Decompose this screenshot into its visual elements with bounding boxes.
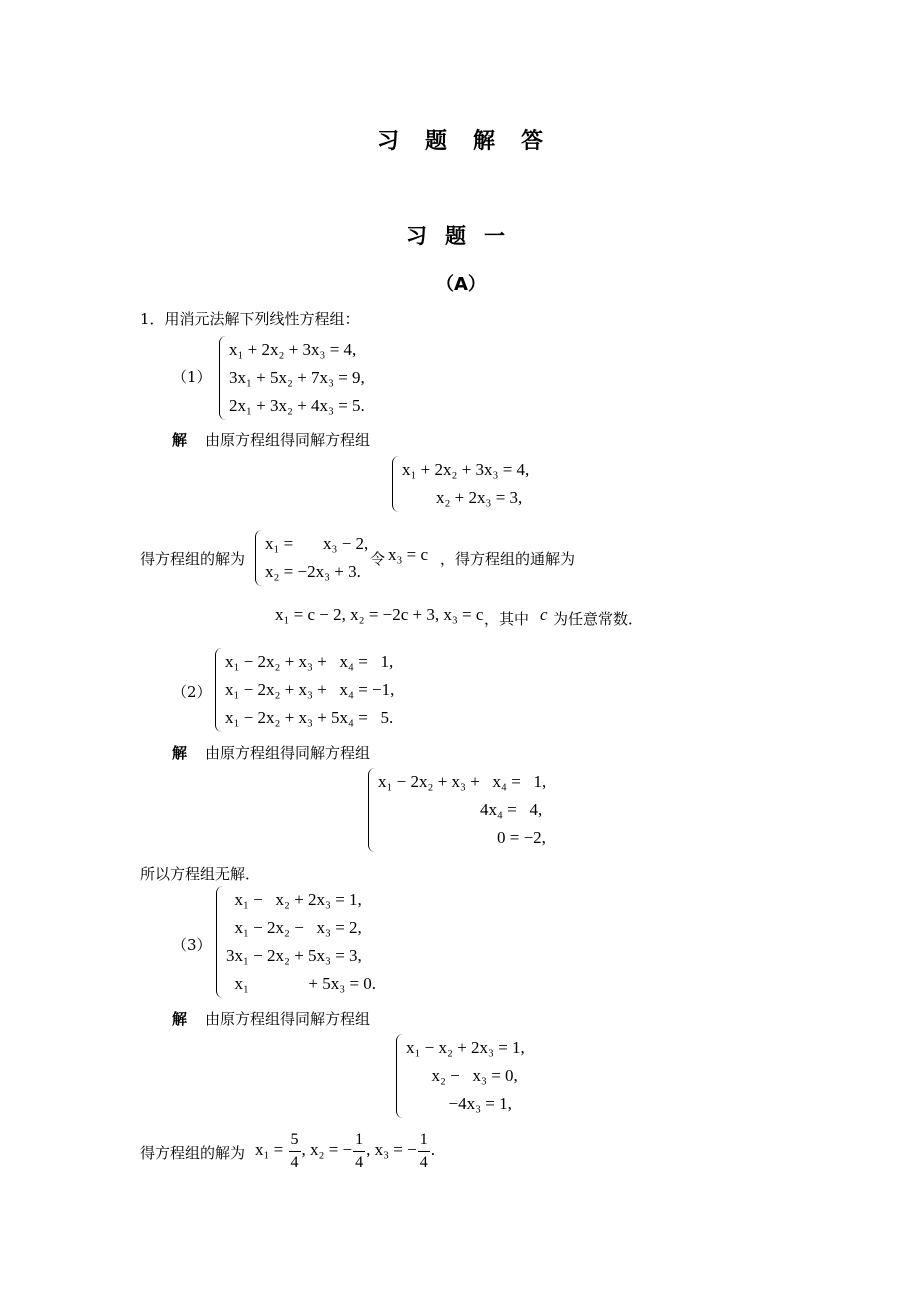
general-text: ，得方程组的通解为: [440, 550, 576, 568]
equation: x₁ − 2x₂ + x₃ + x₄ = 1,: [225, 652, 394, 671]
part-label: （A）: [436, 274, 486, 295]
equation: −4x₃ = 1,: [406, 1094, 512, 1113]
sub1-label: （1）: [172, 368, 212, 386]
denominator: 4: [419, 1153, 428, 1171]
equation: x₁ − 2x₂ + x₃ + x₄ = 1,: [378, 772, 547, 791]
solution-prefix: 得方程组的解为: [140, 1144, 246, 1162]
sub1-system: [219, 336, 389, 420]
sub2-system: [215, 648, 415, 732]
equation: 0 = −2,: [378, 828, 546, 847]
x2-prefix: , x₂ = −: [301, 1140, 353, 1159]
solution-intro: 由原方程组得同解方程组: [205, 431, 371, 449]
sub3-system: [216, 886, 396, 998]
problem-stem: 1．用消元法解下列线性方程组：: [140, 310, 360, 328]
equation: x₁ − 2x₂ + x₃ + 5x₄ = 5.: [225, 708, 394, 727]
constant-description: 为任意常数．: [553, 610, 644, 628]
sub1-reduced-system: [392, 456, 552, 512]
solution-prefix: 得方程组的解为: [140, 550, 246, 568]
equation: x₁ − 2x₂ + x₃ + x₄ = −1,: [225, 680, 395, 699]
left-brace: [396, 1034, 406, 1118]
left-brace: [219, 336, 229, 420]
x1-prefix: x₁ =: [255, 1140, 288, 1159]
end-period: .: [430, 1140, 435, 1159]
left-brace: [216, 886, 226, 998]
denominator: 4: [355, 1153, 364, 1171]
page-title: 习题解答: [377, 129, 570, 154]
conclusion: 所以方程组无解．: [140, 865, 261, 883]
solution-label: 解: [172, 744, 188, 762]
numerator: 1: [353, 1132, 365, 1152]
left-brace: [255, 530, 265, 586]
denominator: 4: [290, 1153, 299, 1171]
equation: x₁ − x₂ + 2x₃ = 1,: [406, 1038, 525, 1057]
constant-symbol: c: [540, 605, 548, 624]
solution-intro: 由原方程组得同解方程组: [205, 1010, 371, 1028]
solution-label: 解: [172, 431, 188, 449]
fraction: [289, 1132, 301, 1171]
equation: x₁ + 5x₃ = 0.: [226, 974, 377, 993]
equation: 3x₁ + 5x₂ + 7x₃ = 9,: [229, 368, 365, 387]
left-brace: [368, 768, 378, 852]
numerator: 1: [418, 1132, 430, 1152]
fraction: [353, 1132, 365, 1171]
general-solution: x₁ = c − 2, x₂ = −2c + 3, x₃ = c: [275, 605, 484, 624]
let-text: 令: [370, 550, 386, 568]
let-expression: x₃ = c: [388, 545, 429, 564]
sub3-label: （3）: [172, 936, 212, 954]
equation: x₁ + 2x₂ + 3x₃ = 4,: [229, 340, 357, 359]
equation: 4x₄ = 4,: [378, 800, 543, 819]
fraction: [418, 1132, 430, 1171]
sub2-label: （2）: [172, 683, 212, 701]
solution-label: 解: [172, 1010, 188, 1028]
general-tail: ，其中: [484, 610, 530, 628]
solution-intro: 由原方程组得同解方程组: [205, 744, 371, 762]
equation: x₁ = x₃ − 2,: [265, 534, 369, 553]
equation: x₁ + 2x₂ + 3x₃ = 4,: [402, 460, 530, 479]
equation: 3x₁ − 2x₂ + 5x₃ = 3,: [226, 946, 362, 965]
equation: x₁ − x₂ + 2x₃ = 1,: [226, 890, 362, 909]
numerator: 5: [289, 1132, 301, 1152]
left-brace: [392, 456, 402, 512]
sub1-solution-system: [255, 530, 375, 586]
sub3-solution: [255, 1126, 435, 1174]
equation: x₁ − 2x₂ − x₃ = 2,: [226, 918, 362, 937]
chapter-title: 习题一: [406, 224, 523, 248]
equation: x₂ + 2x₃ = 3,: [402, 488, 523, 507]
equation: x₂ − x₃ = 0,: [406, 1066, 518, 1085]
equation: 2x₁ + 3x₂ + 4x₃ = 5.: [229, 396, 365, 415]
equation: x₂ = −2x₃ + 3.: [265, 562, 361, 581]
sub2-reduced-system: [368, 768, 568, 852]
sub3-reduced-system: [396, 1034, 556, 1118]
left-brace: [215, 648, 225, 732]
x3-prefix: , x₃ = −: [366, 1140, 417, 1159]
